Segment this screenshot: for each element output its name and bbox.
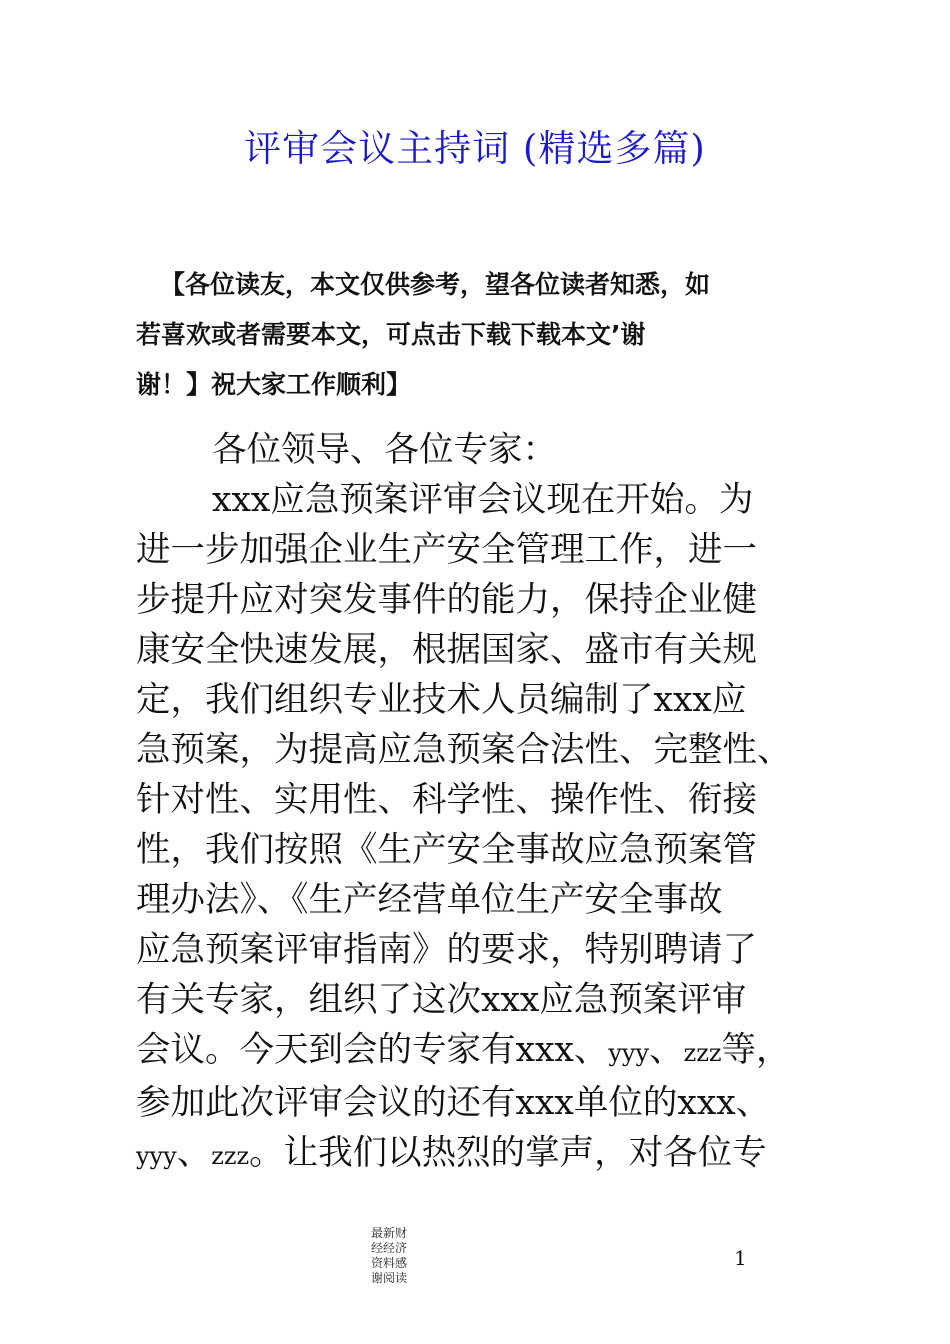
page-number: 1 bbox=[734, 1246, 747, 1270]
body-text-span: zzz bbox=[683, 1039, 722, 1067]
body-text-span: 会议。今天到会的专家有xxx、 bbox=[136, 1030, 609, 1070]
body-text-span: 等， bbox=[721, 1030, 791, 1070]
body-line: xxx应急预案评审会议现在开始。为 bbox=[212, 480, 754, 520]
reader-notice bbox=[136, 260, 826, 410]
body-text-span: yyy bbox=[136, 1142, 177, 1170]
body-line: 进一步加强企业生产安全管理工作，进一 bbox=[136, 530, 757, 570]
body-text-span: zzz bbox=[211, 1142, 250, 1170]
body-line: 有关专家，组织了这次xxx应急预案评审 bbox=[136, 980, 747, 1020]
body-line: 急预案，为提高应急预案合法性、完整性、 bbox=[136, 730, 792, 770]
body-line: 应急预案评审指南》的要求，特别聘请了 bbox=[136, 930, 757, 970]
notice-line: 若喜欢或者需要本文，可点击下载下载本文’谢 bbox=[136, 320, 646, 349]
body-line: 针对性、实用性、科学性、操作性、衔接 bbox=[136, 780, 757, 820]
body-line: 康安全快速发展，根据国家、盛市有关规 bbox=[136, 630, 757, 670]
body-line: 性，我们按照《生产安全事故应急预案管 bbox=[136, 830, 757, 870]
body-line bbox=[136, 1128, 836, 1181]
footer-note-line: 最新财 bbox=[371, 1226, 408, 1240]
body-line: 定，我们组织专业技术人员编制了xxx应 bbox=[136, 680, 747, 720]
body-text-span: yyy bbox=[608, 1039, 650, 1067]
body-line: 步提升应对突发事件的能力，保持企业健 bbox=[136, 580, 757, 620]
body-line: 理办法》、《生产经营单位生产安全事故 bbox=[136, 880, 723, 920]
notice-line: 【各位读友，本文仅供参考，望各位读者知悉，如 bbox=[160, 270, 711, 299]
body-line bbox=[136, 1025, 836, 1078]
body-line: 参加此次评审会议的还有xxx单位的xxx、 bbox=[136, 1083, 771, 1123]
footer-note bbox=[371, 1226, 431, 1286]
salutation: 各位领导、各位专家： bbox=[212, 430, 557, 470]
body-text-span: 、 bbox=[649, 1030, 684, 1070]
footer-note-line: 资料感 bbox=[371, 1256, 408, 1270]
footer-note-line: 谢阅读 bbox=[371, 1271, 408, 1285]
document-title: 评审会议主持词 (精选多篇) bbox=[244, 127, 706, 170]
document-body bbox=[136, 425, 836, 1181]
body-text-span: 。让我们以热烈的掌声，对各位专 bbox=[249, 1133, 767, 1173]
body-text-span: 、 bbox=[176, 1133, 212, 1173]
footer-note-line: 经经济 bbox=[371, 1241, 408, 1255]
notice-line: 谢！】祝大家工作顺利】 bbox=[136, 370, 412, 399]
